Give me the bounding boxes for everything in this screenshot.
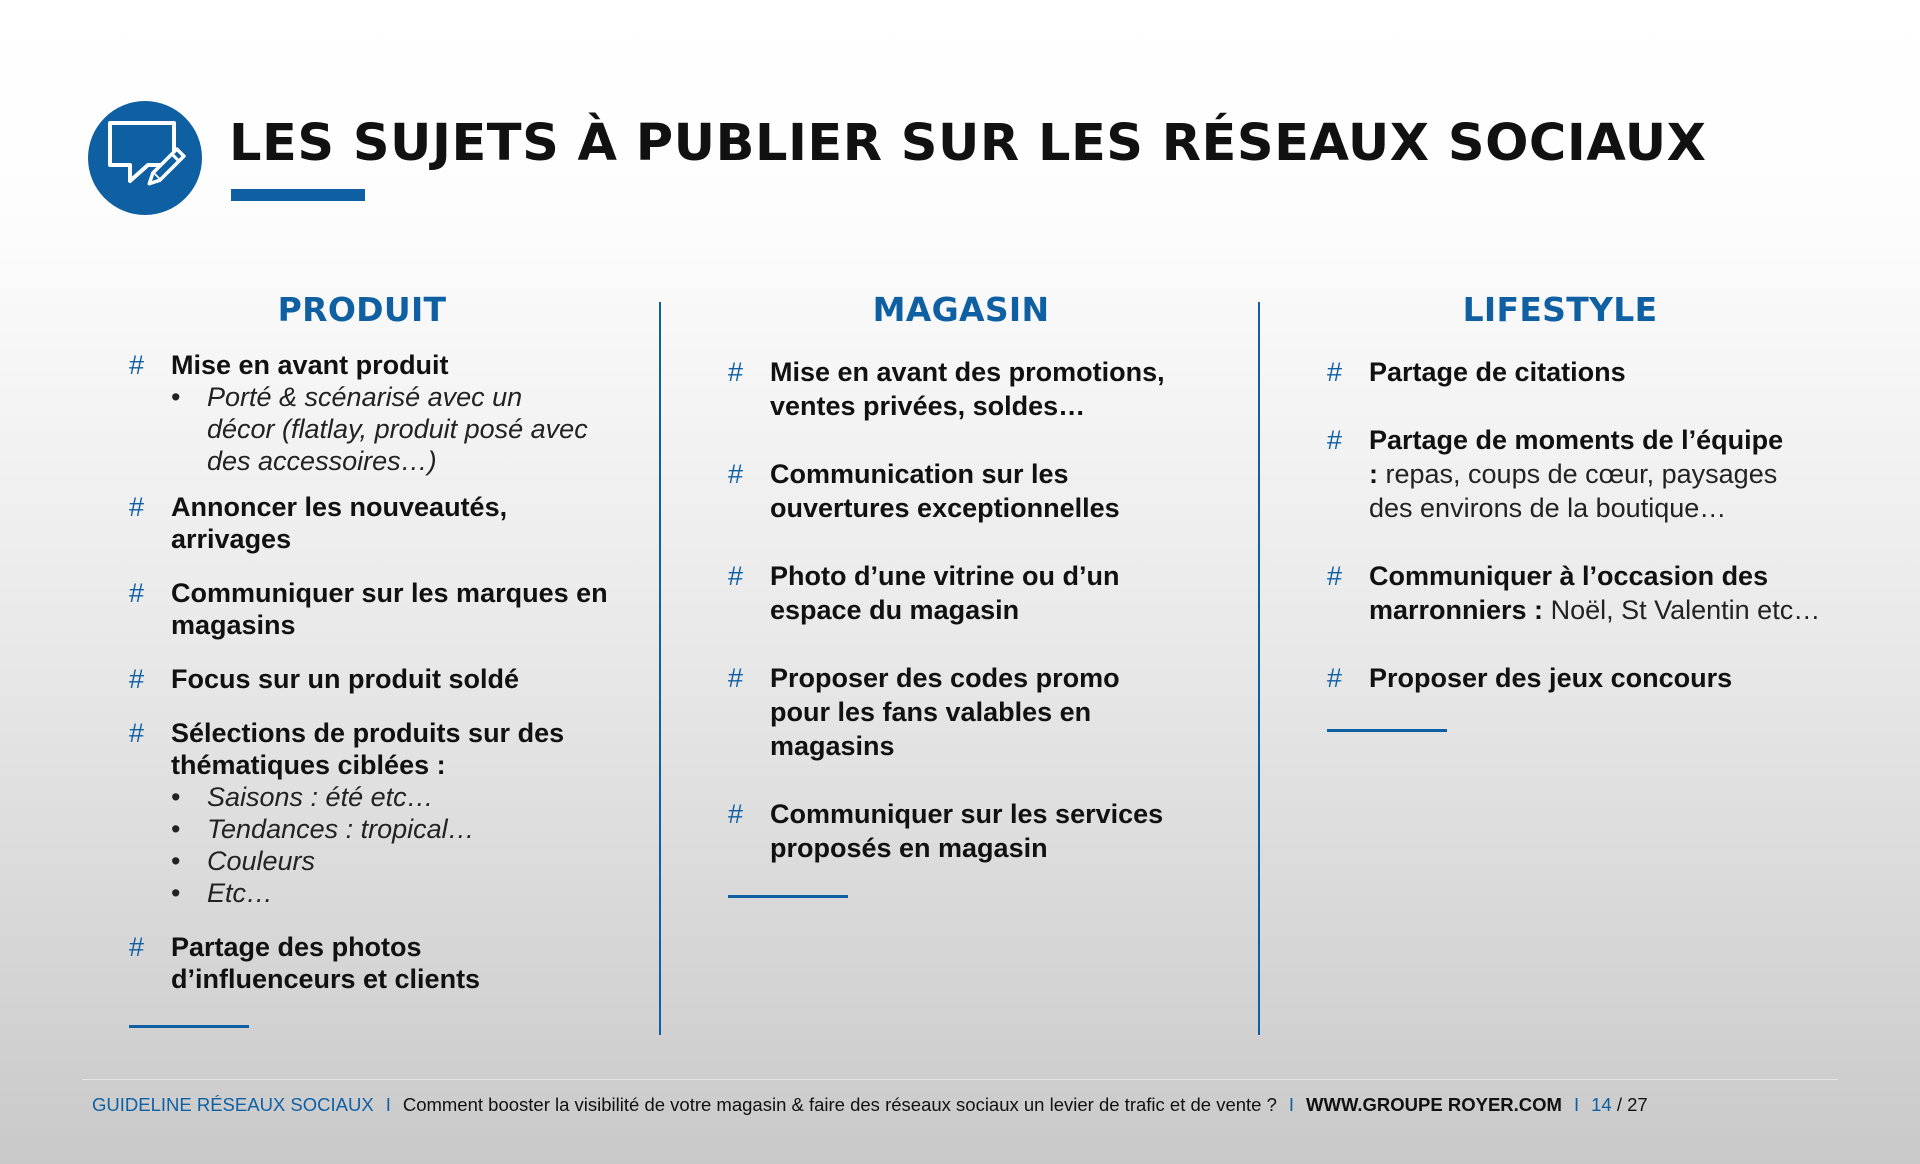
item-title: Proposer des codes promo pour les fans valables en magasins	[770, 663, 1120, 761]
sub-list	[171, 381, 649, 477]
sub-item: • Tendances : tropical…	[171, 814, 475, 844]
bullet-icon: •	[171, 878, 181, 908]
footer-separator: I	[1288, 1094, 1295, 1115]
list-item	[728, 661, 1170, 763]
footer-guide-label: GUIDELINE RÉSEAUX SOCIAUX	[92, 1094, 374, 1115]
column-heading: PRODUIT	[277, 290, 447, 329]
column-heading: LIFESTYLE	[1462, 290, 1658, 329]
list-item	[129, 717, 611, 909]
sub-list	[171, 781, 611, 909]
footer	[92, 1094, 1648, 1116]
column-magasin	[728, 290, 1248, 898]
topic-list	[728, 355, 1248, 865]
hash-icon: #	[129, 932, 145, 962]
footer-separator: I	[1573, 1094, 1580, 1115]
topic-list	[129, 349, 649, 995]
bullet-icon: •	[171, 814, 181, 844]
column-lifestyle	[1327, 290, 1847, 732]
list-item	[129, 491, 591, 555]
sub-item: • Couleurs	[171, 846, 316, 876]
list-item	[1327, 559, 1839, 627]
logo-badge	[88, 101, 202, 215]
sub-item: • Porté & scénarisé avec un décor (flatlay, produit posé avec des accessoires…)	[171, 382, 588, 476]
column-produit	[129, 290, 649, 1028]
footer-divider	[82, 1079, 1838, 1080]
list-item	[728, 559, 1190, 627]
item-title: Partage des photos d’influenceurs et clients	[171, 932, 481, 994]
sub-item: • Etc…	[171, 878, 274, 908]
hash-icon: #	[129, 578, 145, 608]
hash-icon: #	[1327, 663, 1343, 693]
footer-subtitle: Comment booster la visibilité de votre magasin & faire des réseaux sociaux un levier de trafic et de vente ?	[402, 1094, 1277, 1115]
hash-icon: #	[728, 799, 744, 829]
column-end-rule	[1327, 729, 1447, 732]
hash-icon: #	[129, 664, 145, 694]
list-item	[129, 577, 611, 641]
hash-icon: #	[728, 561, 744, 591]
title-underline	[231, 189, 365, 201]
item-title: Focus sur un produit soldé	[171, 664, 520, 694]
list-item	[728, 797, 1210, 865]
footer-website: WWW.GROUPE ROYER.COM	[1306, 1094, 1562, 1115]
hash-icon: #	[728, 459, 744, 489]
list-item	[1327, 355, 1847, 389]
bullet-icon: •	[171, 382, 181, 412]
column-heading: MAGASIN	[872, 290, 1050, 329]
item-title: Partage de citations	[1369, 357, 1626, 387]
item-title: Mise en avant produit	[171, 350, 449, 380]
footer-separator: I	[385, 1094, 391, 1115]
bullet-icon: •	[171, 846, 181, 876]
column-divider	[659, 302, 661, 1035]
bullet-icon: •	[171, 782, 181, 812]
page-title: LES SUJETS À PUBLIER SUR LES RÉSEAUX SOCIAUX	[229, 114, 1707, 173]
hash-icon: #	[129, 718, 145, 748]
list-item	[728, 457, 1190, 525]
item-title: Partage de moments de l’équipe :	[1369, 425, 1784, 489]
item-title: Communiquer sur les services proposés en magasin	[770, 799, 1164, 863]
column-end-rule	[129, 1025, 249, 1028]
list-item	[129, 349, 649, 477]
list-item	[1327, 423, 1789, 525]
sub-item: • Saisons : été etc…	[171, 782, 434, 812]
hash-icon: #	[1327, 561, 1343, 591]
chat-edit-icon	[88, 101, 202, 215]
list-item	[129, 931, 591, 995]
item-title: Communiquer sur les marques en magasins	[171, 578, 608, 640]
item-title: Communication sur les ouvertures exceptionnelles	[770, 459, 1120, 523]
topic-list	[1327, 355, 1847, 695]
item-title: Communiquer à l’occasion des marronniers :	[1369, 561, 1769, 625]
hash-icon: #	[728, 357, 744, 387]
list-item	[129, 663, 649, 695]
column-end-rule	[728, 895, 848, 898]
hash-icon: #	[129, 350, 145, 380]
list-item	[728, 355, 1230, 423]
hash-icon: #	[129, 492, 145, 522]
item-title: Sélections de produits sur des thématiques ciblées :	[171, 718, 565, 780]
column-divider	[1258, 302, 1260, 1035]
item-title: Annoncer les nouveautés, arrivages	[171, 492, 508, 554]
item-text: Noël, St Valentin etc…	[1543, 595, 1821, 625]
item-title: Mise en avant des promotions, ventes privées, soldes…	[770, 357, 1165, 421]
page-number-current: 14	[1591, 1094, 1612, 1115]
hash-icon: #	[1327, 357, 1343, 387]
hash-icon: #	[728, 663, 744, 693]
item-title: Photo d’une vitrine ou d’un espace du magasin	[770, 561, 1120, 625]
item-text: repas, coups de cœur, paysages des environs de la boutique…	[1369, 459, 1778, 523]
hash-icon: #	[1327, 425, 1343, 455]
list-item	[1327, 661, 1847, 695]
item-title: Proposer des jeux concours	[1369, 663, 1733, 693]
page-number-total: / 27	[1616, 1094, 1648, 1115]
